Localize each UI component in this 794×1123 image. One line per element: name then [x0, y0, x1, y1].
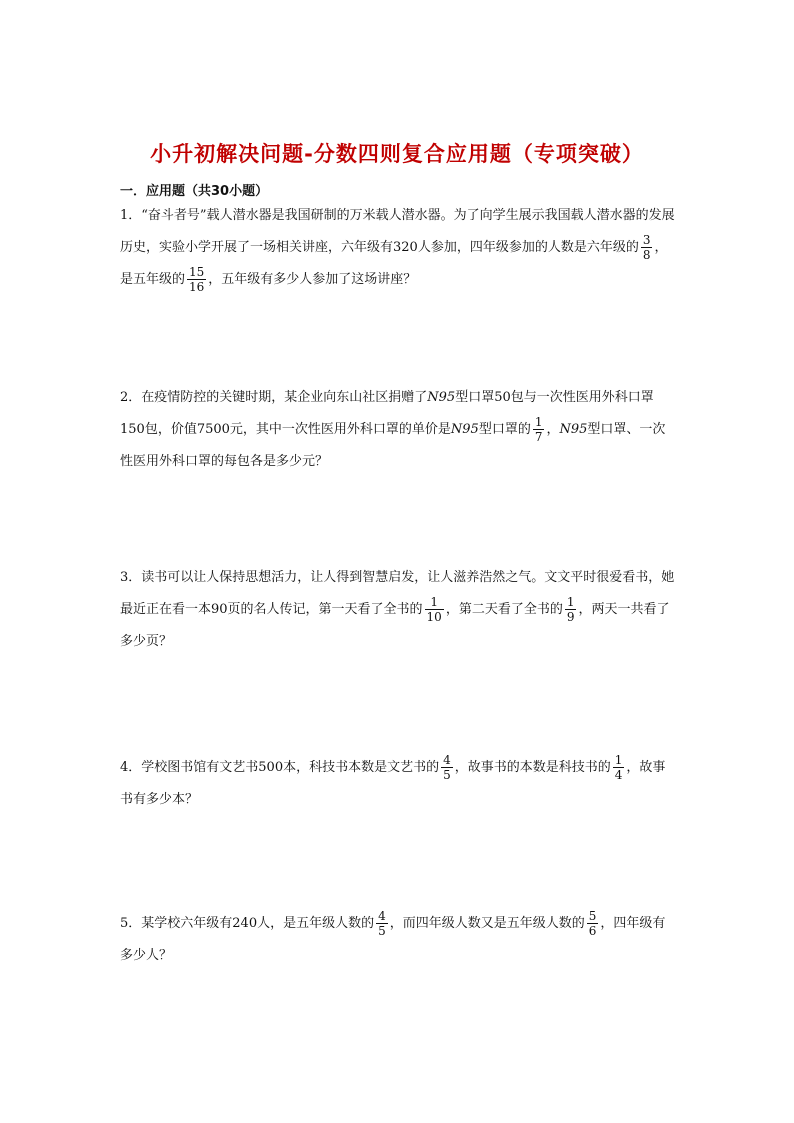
question-5: 5．某学校六年级有240人，是五年级人数的 $\frac{4}{5}$ ，而四年级人数又是五年级人数的 $\frac{5}{6}$ ，四年级有多少人？ — [120, 909, 666, 963]
fraction: $\frac{5}{6}$ — [588, 909, 597, 938]
question-3: 3．读书可以让人保持思想活力，让人得到智慧启发，让人滋养浩然之气。文文平时很爱看书，她最近正在看一本90页的名人传记，第一天看了全书的 $\frac{1}{10}$ ，第二天看了全书的 $\frac{1}{9}$ ，两天一共看了多少页？ — [120, 570, 675, 649]
fraction: $\frac{1}{9}$ — [566, 595, 575, 624]
fraction: $\frac{1}{4}$ — [614, 753, 623, 782]
fraction: $\frac{4}{5}$ — [443, 753, 451, 782]
fraction: $\frac{1}{10}$ — [426, 595, 442, 624]
fraction: $\frac{15}{16}$ — [189, 265, 205, 294]
page-title: 小升初解决问题-分数四则复合应用题（专项突破） — [150, 142, 644, 166]
question-1: 1．“奋斗者号”载人潜水器是我国研制的万米载人潜水器。为了向学生展示我国载人潜水器的发展历史，实验小学开展了一场相关讲座，六年级有320人参加，四年级参加的人数是六年级的 $\frac{3}{8}$ ，是五年级的 $\frac{15}{16}$ ，五年级有多少人参加了这场讲座？ — [120, 208, 675, 294]
fraction: $\frac{4}{5}$ — [378, 909, 386, 938]
question-4: 4．学校图书馆有文艺书500本，科技书本数是文艺书的 $\frac{4}{5}$ ，故事书的本数是科技书的 $\frac{1}{4}$ ，故事书有多少本？ — [120, 753, 666, 807]
section-heading: 一．应用题（共30小题） — [120, 184, 269, 199]
question-2: 2．在疫情防控的关键时期，某企业向东山社区捐赠了N95型口罩50包与一次性医用外科口罩150包，价值7500元，其中一次性医用外科口罩的单价是N95型口罩的 $\frac{1}{7}$ ，N95型口罩、一次性医用外科口罩的每包各是多少元？ — [120, 390, 666, 469]
fraction: $\frac{3}{8}$ — [642, 233, 651, 262]
fraction: $\frac{1}{7}$ — [534, 415, 543, 444]
